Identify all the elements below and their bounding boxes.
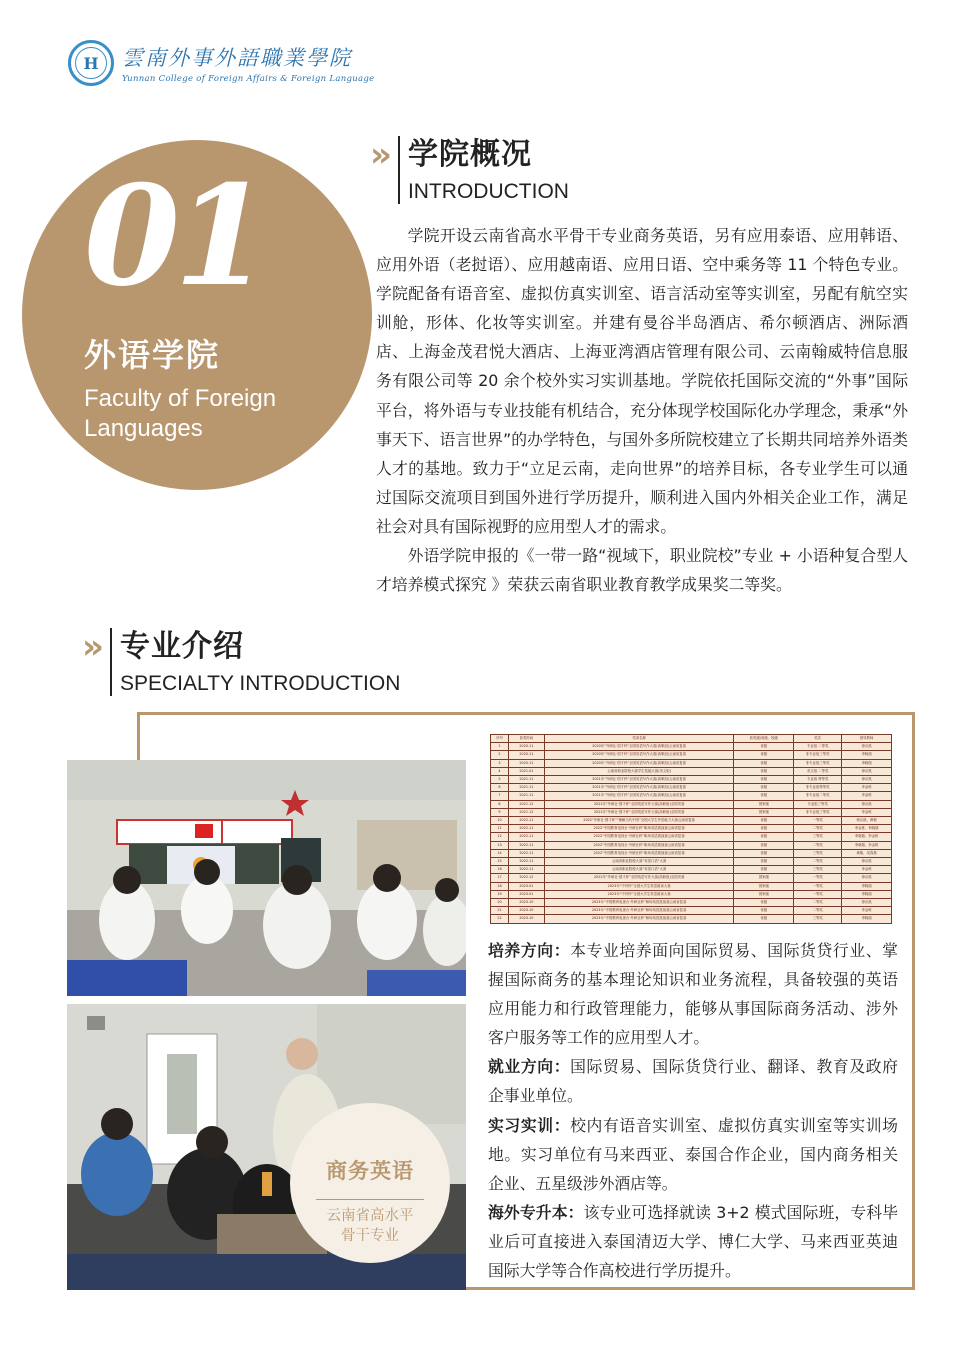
specialty-title-cn: 专业介绍 — [119, 629, 244, 664]
table-cell: 徐京凯 — [842, 776, 892, 784]
college-name-en: Yunnan College of Foreign Affairs & Foreign Language — [122, 74, 375, 84]
table-cell: 2020年“外研社·国才杯”全国英语写作大赛(高职组)云南省复赛 — [544, 751, 734, 759]
table-cell: 2022.11 — [508, 833, 544, 841]
table-cell: 一等奖 — [794, 890, 842, 898]
table-cell: 国家级 — [734, 890, 794, 898]
spec-training-direction: 培养方向：本专业培养面向国际贸易、国际货贷行业、掌握国际商务的基本理论知识和业务流程，具备较强的英语应用能力和行政管理能力，能够从事国际商务活动、涉外客户服务等工作的应用型人才。 — [488, 941, 898, 1048]
table-cell: 2022“中国教育电视台·外研社杯”职场英语挑战赛云南省复赛 — [544, 825, 734, 833]
table-cell: 2023年“中外杯”全国大学生英语阅读大赛 — [544, 890, 734, 898]
table-cell: 2021年“外研社·国才杯”全国英语写作大赛(高职组)云南省复赛 — [544, 776, 734, 784]
table-cell: 省级 — [734, 817, 794, 825]
table-cell: 三等奖 — [794, 915, 842, 923]
table-cell: 2021.01 — [508, 767, 544, 775]
table-row — [491, 767, 892, 775]
table-cell: 2023年“中国教育电视台·外研社杯”职场英语挑战赛云南省复赛 — [544, 915, 734, 923]
faculty-title-cn: 外语学院 — [84, 336, 221, 374]
table-cell: 省级 — [734, 858, 794, 866]
table-cell: 19 — [491, 890, 509, 898]
chevron-double-right-icon: » — [82, 627, 94, 667]
table-cell: 17 — [491, 874, 509, 882]
table-cell: 10 — [491, 817, 509, 825]
table-cell: 5 — [491, 776, 509, 784]
table-cell: 2023年“中国教育电视台·外研社杯”职场英语挑战赛云南省复赛 — [544, 899, 734, 907]
table-cell: 2023年“中外杯”全国大学生英语阅读大赛 — [544, 882, 734, 890]
table-cell: 一等奖 — [794, 874, 842, 882]
table-cell: 1 — [491, 743, 509, 751]
spec-overseas-upgrade: 海外专升本：该专业可选择就读 3+2 模式国际班，专科毕业后可直接进入泰国清迈大学、博仁大学、马来西亚英迪国际大学等合作高校进行学历提升。 — [488, 1202, 898, 1281]
classroom-photo — [67, 760, 466, 996]
table-cell: 15 — [491, 858, 509, 866]
table-cell: 省级 — [734, 849, 794, 857]
table-cell: 2023.10 — [508, 915, 544, 923]
table-cell: 徐京凯 — [842, 800, 892, 808]
table-cell: 专业组三等奖 — [794, 800, 842, 808]
table-cell: 2021年“外研社·国才杯”全国英语写作大赛(高职组)全国决赛 — [544, 808, 734, 816]
table-cell: 国家级 — [734, 800, 794, 808]
table-cell: 8 — [491, 800, 509, 808]
spec-employment-direction: 就业方向：国际贸易、国际货贷行业、翻译、教育及政府企事业单位。 — [488, 1057, 898, 1106]
table-cell: 二等奖 — [794, 825, 842, 833]
table-row — [491, 743, 892, 751]
specialty-heading — [82, 628, 400, 696]
table-cell: 徐京凯 — [842, 874, 892, 882]
table-cell: 2021.11 — [508, 784, 544, 792]
table-cell: 省级 — [734, 866, 794, 874]
table-row — [491, 907, 892, 915]
table-cell: 2023.10 — [508, 899, 544, 907]
table-cell: 2020年“外研社·国才杯”全国英语写作大赛(高职组)云南省复赛 — [544, 743, 734, 751]
table-cell: 李金栋 — [842, 907, 892, 915]
table-cell: 2023.01 — [508, 882, 544, 890]
table-cell: 省级 — [734, 833, 794, 841]
table-cell: 2021.12 — [508, 800, 544, 808]
table-cell: 2022.11 — [508, 841, 544, 849]
table-cell: 2021年“外研社·国才杯”全国英语写作大赛(高职组)全国决赛 — [544, 800, 734, 808]
specialty-description — [488, 936, 898, 1285]
table-cell: 李晓瑞 — [842, 751, 892, 759]
spec-internship: 实习实训：校内有语音实训室、虚拟仿真实训室等实训场地。实习单位有马来西亚、泰国合作企业，国内商务相关企业、五星级涉外酒店等。 — [488, 1115, 898, 1193]
table-cell: 二等奖 — [794, 899, 842, 907]
intro-paragraph: 学院开设云南省高水平骨干专业商务英语，另有应用泰语、应用韩语、应用外语（老挝语）、应用越南语、应用日语、空中乘务等 11 个特色专业。学院配备有语音室、虚拟仿真实训室、语言活动室等实训室，另配有航空实训舱，形体、化妆等实训室。并建有曼谷半岛酒店、希尔顿酒店、洲际酒店、上海金茂君悦大酒店、上海亚湾酒店管理有限公司、云南翰威特信息服务有限公司等 20 余个校外实习实训基地。学院依托国际交流的“外事”国际平台，将外语与专业技能有机结合，充分体现学校国际化办学理念，秉承“外事天下、语言世界”的办学特色，与国外多所院校建立了长期共同培养外语类人才的基地。致力于“立足云南，走向世界”的培养目标，各专业学生可以通过国际交流项目到国外进行学历提升，顺利进入国内外相关企业工作，满足社会对具有国际视野的应用型人才的需求。 — [376, 226, 908, 536]
table-cell: 14 — [491, 849, 509, 857]
table-cell: 省级 — [734, 899, 794, 907]
heading-divider — [110, 628, 112, 696]
table-cell: 2021年“外研社·国才杯”全国英语写作大赛(高职组)云南省复赛 — [544, 784, 734, 792]
table-row — [491, 776, 892, 784]
table-row — [491, 833, 892, 841]
table-cell: 李晓瑞 — [842, 759, 892, 767]
table-row — [491, 808, 892, 816]
table-cell: 一等奖 — [794, 882, 842, 890]
table-row — [491, 899, 892, 907]
table-cell: 二等奖 — [794, 858, 842, 866]
college-name-cn: 雲南外事外語職業學院 — [122, 46, 352, 70]
table-cell: 2022“中国教育电视台·外研社杯”职场英语挑战赛云南省复赛 — [544, 833, 734, 841]
heading-divider — [398, 136, 400, 204]
intro-body — [376, 221, 908, 599]
table-cell: 李金栋 — [842, 866, 892, 874]
section-number: 01 — [84, 154, 265, 317]
table-cell: 李金栋 — [842, 784, 892, 792]
table-cell: 22 — [491, 915, 509, 923]
table-header-row: 序号 获奖时间 奖项名称 获奖级/省级、校级 奖次 指导教师 — [491, 735, 892, 743]
table-cell: 2021.12 — [508, 808, 544, 816]
table-cell: 2021年“外研社·国才杯”全国英语写作大赛(高职组)云南省复赛 — [544, 792, 734, 800]
table-cell: 李金栋 — [842, 792, 892, 800]
table-cell: 李晓瑞、李金栋 — [842, 841, 892, 849]
table-cell: 2022.11 — [508, 866, 544, 874]
table-cell: 2020.11 — [508, 743, 544, 751]
table-cell: 省级 — [734, 751, 794, 759]
table-row — [491, 841, 892, 849]
table-cell: 国家级 — [734, 808, 794, 816]
table-cell: 11 — [491, 825, 509, 833]
table-cell: 国家级 — [734, 874, 794, 882]
table-cell: 徐京凯 — [842, 743, 892, 751]
intro-paragraph: 外语学院申报的《一带一路“视域下，职业院校”专业 + 小语种复合型人才培养模式探究 》荣获云南省职业教育教学成果奖二等奖。 — [376, 546, 908, 595]
table-cell: 18 — [491, 882, 509, 890]
table-cell: 李晓瑞 — [842, 890, 892, 898]
table-cell: 非专业组三等奖 — [794, 759, 842, 767]
chevron-double-right-icon: » — [370, 135, 382, 175]
table-row — [491, 866, 892, 874]
faculty-title-en: Faculty of Foreign Languages — [84, 385, 277, 442]
table-cell: 2022.12 — [508, 874, 544, 882]
table-row — [491, 825, 892, 833]
table-cell: 省级 — [734, 784, 794, 792]
table-cell: 李金栋 — [842, 808, 892, 816]
table-cell: 2022.11 — [508, 849, 544, 857]
table-row — [491, 784, 892, 792]
table-row — [491, 858, 892, 866]
badge-divider — [316, 1199, 424, 1200]
table-cell: 李晓瑞 — [842, 882, 892, 890]
table-cell: 2022“外研社·国才杯”“理解当代中国”全国大学生外语能力大赛云南省复赛 — [544, 817, 734, 825]
table-row — [491, 817, 892, 825]
table-cell: 二等奖 — [794, 841, 842, 849]
frame-bottom — [466, 1287, 915, 1290]
college-logo — [68, 40, 374, 86]
table-cell: 4 — [491, 767, 509, 775]
table-cell: 2022“中国教育电视台·外研社杯”职场英语挑战赛云南省复赛 — [544, 849, 734, 857]
table-cell: 2022“中国教育电视台·外研社杯”职场英语挑战赛云南省复赛 — [544, 841, 734, 849]
table-cell: 徐京凯 — [842, 767, 892, 775]
intro-heading — [370, 136, 569, 204]
table-row — [491, 882, 892, 890]
table-cell: 2 — [491, 751, 509, 759]
table-cell: 2020年“外研社·国才杯”全国英语写作大赛(高职组)云南省复赛 — [544, 759, 734, 767]
table-cell: 2021.11 — [508, 792, 544, 800]
table-cell: 省级 — [734, 743, 794, 751]
table-cell: 徐京凯、黄敏 — [842, 817, 892, 825]
table-cell: 三等奖 — [794, 849, 842, 857]
table-cell: 李晓瑞 — [842, 915, 892, 923]
table-cell: 6 — [491, 784, 509, 792]
table-cell: 13 — [491, 841, 509, 849]
table-row — [491, 890, 892, 898]
table-cell: 徐京凯 — [842, 899, 892, 907]
table-cell: 省级 — [734, 792, 794, 800]
table-cell: 2022年“外研社·国才杯”全国英语写作大赛(高职组)全国决赛 — [544, 874, 734, 882]
table-cell: 非专业组二等奖 — [794, 792, 842, 800]
table-cell: 云南省职业院校大赛“英语口语”大赛 — [544, 866, 734, 874]
table-cell: 非专业组三等奖 — [794, 751, 842, 759]
table-cell: 9 — [491, 808, 509, 816]
table-cell: 省级 — [734, 759, 794, 767]
intro-title-en: INTRODUCTION — [407, 180, 569, 203]
specialty-title-en: SPECIALTY INTRODUCTION — [119, 672, 401, 695]
faculty-circle — [22, 140, 372, 490]
table-cell: 省级 — [734, 915, 794, 923]
awards-table — [490, 734, 892, 924]
table-cell: 2022.11 — [508, 817, 544, 825]
table-cell: 12 — [491, 833, 509, 841]
table-cell: 2021.11 — [508, 776, 544, 784]
table-cell: 三等奖 — [794, 833, 842, 841]
table-cell: 省级 — [734, 841, 794, 849]
table-cell: 云南省职业院校大赛“英语口语”大赛 — [544, 858, 734, 866]
intro-title-cn: 学院概况 — [407, 137, 532, 172]
table-cell: 三等奖 — [794, 866, 842, 874]
table-cell: 李晓瑞、李金栋 — [842, 833, 892, 841]
table-cell: 7 — [491, 792, 509, 800]
table-cell: 16 — [491, 866, 509, 874]
table-cell: 黄敏、吴春燕 — [842, 849, 892, 857]
table-row — [491, 915, 892, 923]
table-cell: 专业组 特等奖 — [794, 776, 842, 784]
table-row — [491, 800, 892, 808]
table-row — [491, 751, 892, 759]
table-cell: 李金栋、李晓瑞 — [842, 825, 892, 833]
major-badge — [290, 1103, 450, 1263]
table-cell: 2023.01 — [508, 890, 544, 898]
table-cell: 英文组 二等奖 — [794, 767, 842, 775]
frame-left — [137, 712, 140, 762]
table-cell: 非专业组三等奖 — [794, 808, 842, 816]
table-cell: 非专业组特等奖 — [794, 784, 842, 792]
table-cell: 国家级 — [734, 882, 794, 890]
table-row — [491, 849, 892, 857]
table-cell: 3 — [491, 759, 509, 767]
table-cell: 云南省职业院校大赛学生技能大赛(英文组) — [544, 767, 734, 775]
table-cell: 2022.11 — [508, 858, 544, 866]
frame-right — [912, 712, 915, 1290]
table-cell: 2023.10 — [508, 907, 544, 915]
table-cell: 省级 — [734, 825, 794, 833]
table-cell: 2022.11 — [508, 825, 544, 833]
table-row — [491, 874, 892, 882]
table-cell: 省级 — [734, 776, 794, 784]
college-seal-icon: H — [68, 40, 114, 86]
major-honor: 云南省高水平 骨干专业 — [326, 1208, 414, 1244]
table-row — [491, 792, 892, 800]
table-cell: 二等奖 — [794, 907, 842, 915]
table-cell: 2020.11 — [508, 751, 544, 759]
table-cell: 一等奖 — [794, 817, 842, 825]
frame-top — [137, 712, 915, 715]
table-cell: 专业组 二等奖 — [794, 743, 842, 751]
table-row — [491, 759, 892, 767]
major-name: 商务英语 — [326, 1158, 414, 1183]
table-cell: 21 — [491, 907, 509, 915]
table-cell: 2023年“中国教育电视台·外研社杯”职场英语挑战赛云南省复赛 — [544, 907, 734, 915]
table-cell: 省级 — [734, 767, 794, 775]
table-cell: 徐京凯 — [842, 858, 892, 866]
table-cell: 省级 — [734, 907, 794, 915]
table-cell: 2020.11 — [508, 759, 544, 767]
table-cell: 20 — [491, 899, 509, 907]
